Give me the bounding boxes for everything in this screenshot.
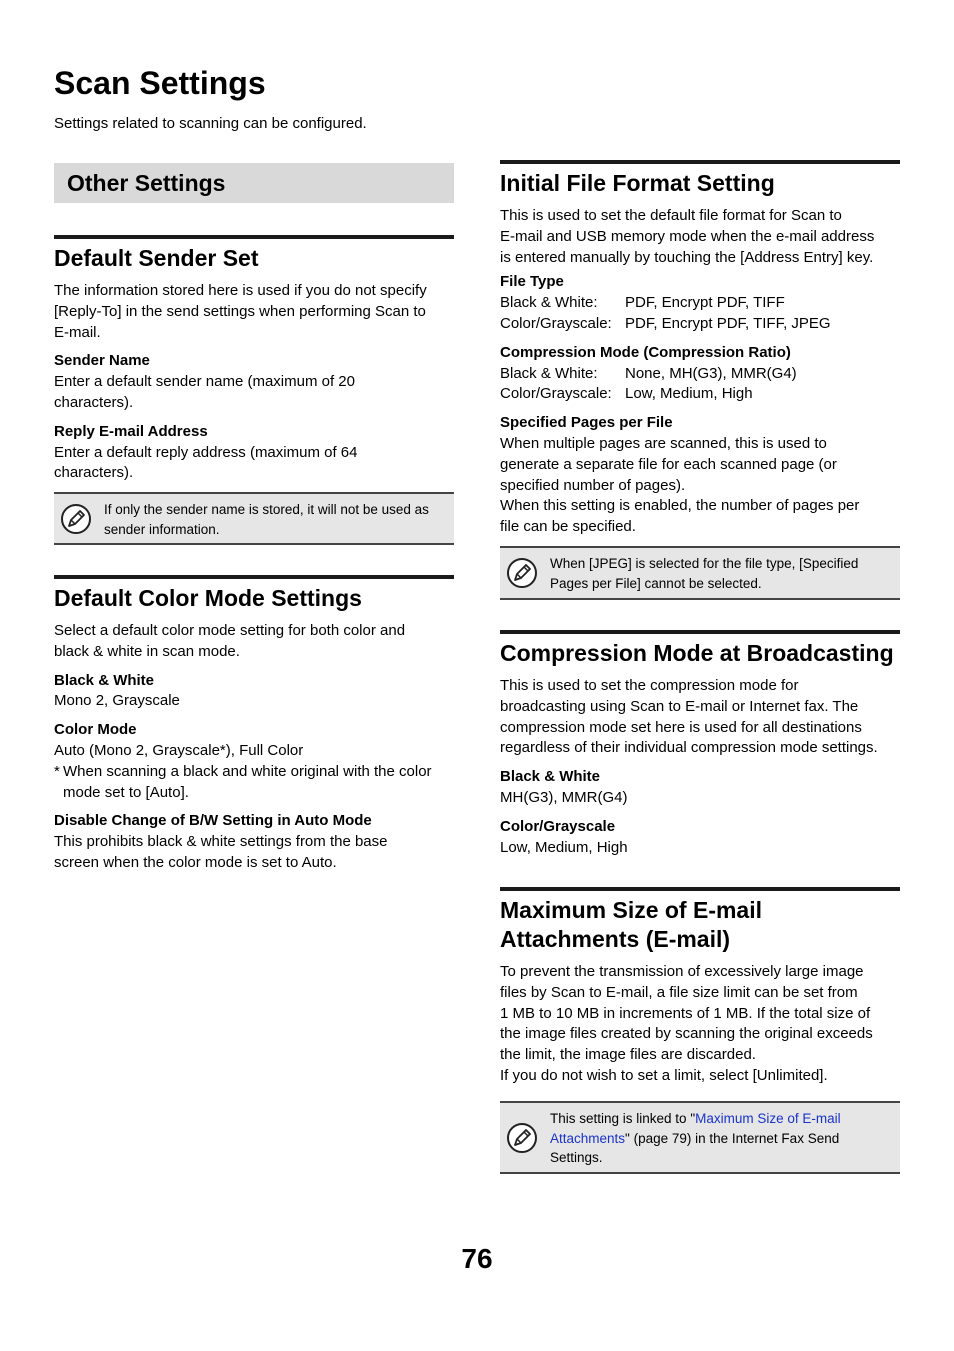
pages-per-file-text: When this setting is enabled, the number of pages per bbox=[500, 497, 860, 515]
section-heading: Default Color Mode Settings bbox=[54, 585, 362, 611]
compression-heading: Compression Mode (Compression Ratio) bbox=[500, 343, 791, 361]
intro-line: regardless of their individual compression mode settings. bbox=[500, 739, 878, 757]
section-rule bbox=[54, 575, 454, 579]
color-mode-heading: Color Mode bbox=[54, 721, 137, 739]
intro-line: Select a default color mode setting for both color and bbox=[54, 622, 406, 639]
body-line: files by Scan to E-mail, a file size limit can be set from bbox=[500, 983, 858, 1001]
body-line: To prevent the transmission of excessively large image bbox=[500, 963, 864, 980]
intro-line: black & white in scan mode. bbox=[54, 642, 240, 660]
body-line: the image files created by scanning the original exceeds bbox=[500, 1025, 873, 1043]
bw-heading: Black & White bbox=[54, 671, 155, 689]
other-settings-band: Other Settings bbox=[54, 163, 454, 203]
bw-text: MH(G3), MMR(G4) bbox=[500, 788, 628, 806]
page-subtitle: Settings related to scanning can be configured. bbox=[54, 115, 367, 132]
jpeg-note bbox=[500, 546, 900, 600]
body-line: 1 MB to 10 MB in increments of 1 MB. If the total size of bbox=[500, 1004, 871, 1022]
note-text: This setting is linked to "Maximum Size of E-mail bbox=[550, 1111, 841, 1126]
footnote-line: mode set to [Auto]. bbox=[63, 783, 189, 801]
bw-heading: Black & White bbox=[500, 768, 601, 786]
color-grayscale-heading: Color/Grayscale bbox=[500, 817, 616, 835]
pages-per-file-text: generate a separate file for each scanned page (or bbox=[500, 455, 837, 473]
intro-line: E-mail. bbox=[54, 323, 101, 341]
note-text: sender information. bbox=[104, 521, 220, 537]
color-mode-section bbox=[54, 575, 454, 874]
note-text: Attachments" (page 79) in the Internet Fax Send bbox=[550, 1130, 840, 1146]
section-rule bbox=[500, 630, 900, 634]
reply-address-text: characters). bbox=[54, 464, 134, 482]
pages-per-file-heading: Specified Pages per File bbox=[500, 414, 673, 432]
footnote-mark: * bbox=[54, 762, 60, 780]
broadcasting-section bbox=[500, 630, 900, 858]
intro-line: This is used to set the compression mode for bbox=[500, 677, 799, 694]
color-mode-text: Auto (Mono 2, Grayscale*), Full Color bbox=[54, 741, 304, 759]
footnote-line: When scanning a black and white original with the color bbox=[63, 762, 432, 780]
max-size-link[interactable]: Attachments bbox=[550, 1130, 626, 1146]
intro-line: The information stored here is used if you do not specify bbox=[54, 282, 427, 299]
intro-line: is entered manually by touching the [Address Entry] key. bbox=[500, 248, 874, 266]
sender-name-text: Enter a default sender name (maximum of 20 bbox=[54, 373, 355, 391]
disable-change-text: This prohibits black & white settings from the base bbox=[54, 833, 388, 851]
file-type-row: Black & White: PDF, Encrypt PDF, TIFF bbox=[500, 294, 785, 312]
bw-text: Mono 2, Grayscale bbox=[54, 692, 180, 710]
pencil-note-icon bbox=[60, 503, 92, 535]
pages-per-file-text: file can be specified. bbox=[500, 518, 636, 536]
compression-row: Color/Grayscale: Low, Medium, High bbox=[500, 385, 753, 403]
disable-change-heading: Disable Change of B/W Setting in Auto Mode bbox=[54, 812, 372, 830]
color-grayscale-text: Low, Medium, High bbox=[500, 838, 628, 856]
section-heading: Compression Mode at Broadcasting bbox=[500, 640, 894, 666]
max-size-section bbox=[500, 887, 900, 1087]
section-rule bbox=[54, 235, 454, 239]
note-text: When [JPEG] is selected for the file type, [Specified bbox=[550, 556, 859, 571]
pencil-note-icon bbox=[506, 1122, 538, 1154]
file-type-heading: File Type bbox=[500, 273, 564, 291]
note-text: Settings. bbox=[550, 1150, 603, 1165]
body-line: If you do not wish to set a limit, select [Unlimited]. bbox=[500, 1066, 828, 1084]
section-rule bbox=[500, 160, 900, 164]
sender-name-heading: Sender Name bbox=[54, 352, 150, 370]
compression-row: Black & White: None, MH(G3), MMR(G4) bbox=[500, 364, 797, 382]
attachment-size-note bbox=[500, 1101, 900, 1174]
sender-note bbox=[54, 492, 454, 545]
pages-per-file-text: When multiple pages are scanned, this is used to bbox=[500, 434, 827, 452]
file-type-row: Color/Grayscale: PDF, Encrypt PDF, TIFF, JPEG bbox=[500, 314, 831, 332]
body-line: the limit, the image files are discarded. bbox=[500, 1046, 756, 1064]
section-rule bbox=[500, 887, 900, 891]
pages-per-file-text: specified number of pages). bbox=[500, 476, 686, 494]
sender-name-text: characters). bbox=[54, 393, 134, 411]
intro-line: compression mode set here is used for all destinations bbox=[500, 718, 862, 736]
max-size-link[interactable]: Maximum Size of E-mail bbox=[695, 1111, 841, 1126]
section-heading: Initial File Format Setting bbox=[500, 170, 775, 196]
page-title: Scan Settings bbox=[54, 65, 266, 101]
disable-change-text: screen when the color mode is set to Auto. bbox=[54, 853, 337, 871]
reply-address-heading: Reply E-mail Address bbox=[54, 422, 208, 440]
reply-address-text: Enter a default reply address (maximum of 64 bbox=[54, 443, 358, 461]
page-number: 76 bbox=[461, 1243, 493, 1274]
intro-line: broadcasting using Scan to E-mail or Internet fax. The bbox=[500, 697, 859, 715]
note-text: Pages per File] cannot be selected. bbox=[550, 575, 762, 591]
footnote bbox=[54, 762, 454, 804]
section-heading: Default Sender Set bbox=[54, 245, 259, 271]
note-text: If only the sender name is stored, it will not be used as bbox=[104, 502, 429, 517]
intro-line: This is used to set the default file format for Scan to bbox=[500, 207, 842, 224]
intro-line: [Reply-To] in the send settings when performing Scan to bbox=[54, 302, 426, 320]
file-format-section bbox=[500, 160, 900, 538]
section-heading: Maximum Size of E-mail Attachments (E-mail) bbox=[500, 897, 763, 952]
intro-line: E-mail and USB memory mode when the e-mail address bbox=[500, 227, 875, 245]
default-sender-section bbox=[54, 235, 454, 484]
pencil-note-icon bbox=[506, 557, 538, 589]
